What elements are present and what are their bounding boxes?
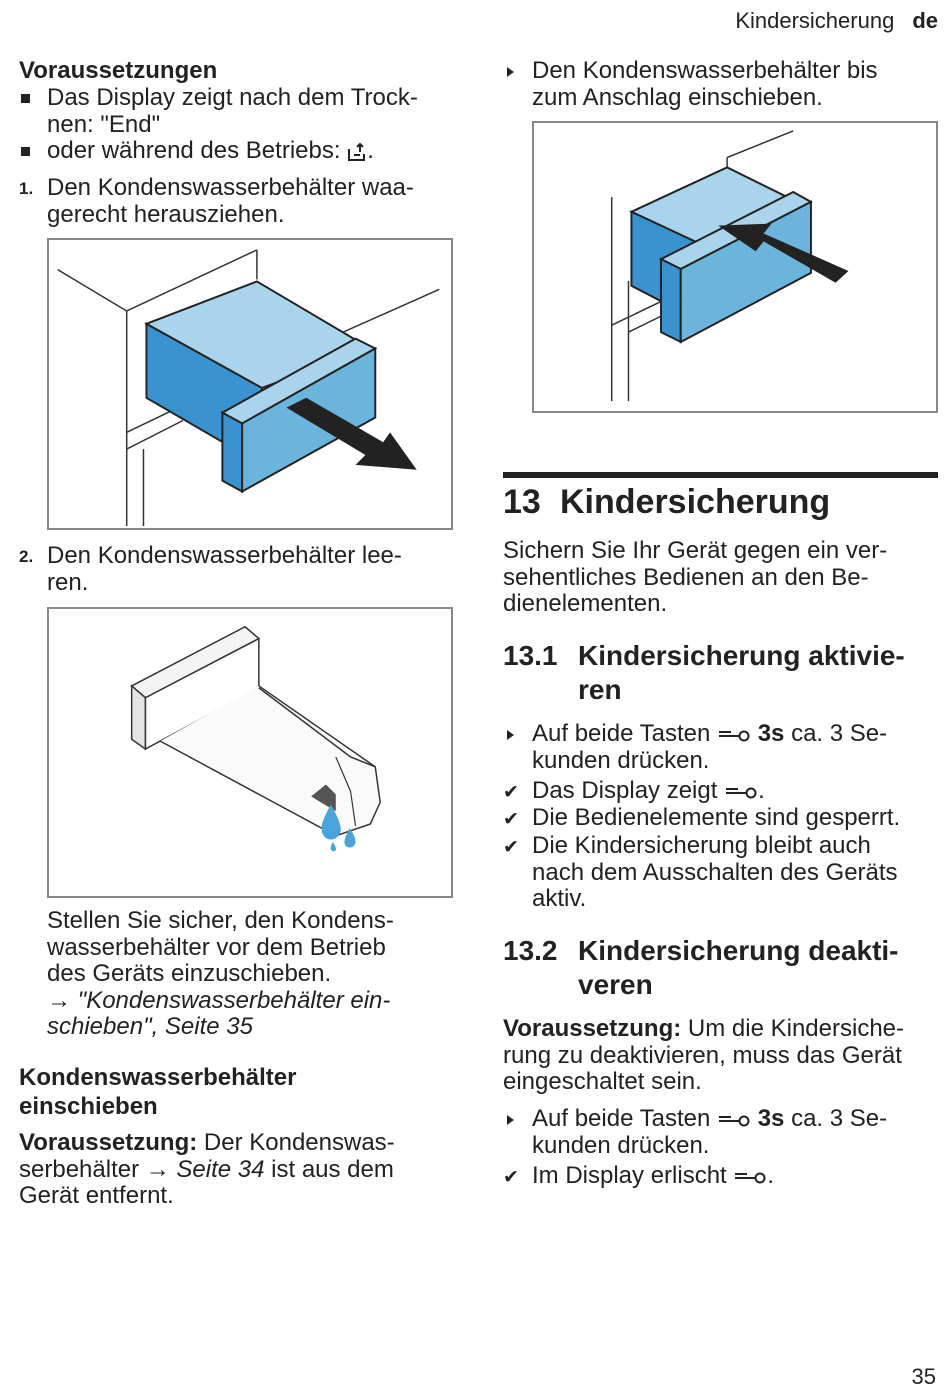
result-text: Die Bedienelemente sind gesperrt. — [532, 804, 901, 831]
prerequisite-text: rung zu deaktivieren, muss das Gerät — [503, 1041, 902, 1069]
result-item — [503, 833, 943, 913]
bullet-line: oder während des Betriebs: — [47, 137, 348, 164]
section-title: Kindersicherung deakti- — [578, 935, 899, 966]
cross-reference-link[interactable] — [47, 988, 457, 1015]
heading-line: Kondenswasserbehälter — [19, 1064, 297, 1091]
prerequisite-block — [19, 1130, 459, 1210]
action-step — [503, 1106, 943, 1159]
prerequisite-text: eingeschaltet sein. — [503, 1068, 702, 1095]
chapter-heading — [503, 482, 830, 522]
prerequisite-text: Gerät entfernt. — [19, 1182, 174, 1209]
key-lock-icon — [733, 1169, 767, 1185]
section-heading-13-1 — [503, 639, 943, 707]
result-text: Die Kindersicherung bleibt auch — [532, 832, 871, 859]
punctuation: . — [767, 1162, 775, 1189]
action-step — [503, 721, 943, 774]
step-text: ca. 3 Se- — [784, 1105, 888, 1132]
result-item — [503, 805, 943, 832]
header-language: de — [912, 8, 938, 33]
link-text: schieben", Seite 35 — [47, 1013, 253, 1040]
result-item — [503, 1163, 943, 1190]
chapter-intro — [503, 538, 943, 618]
list-item — [19, 85, 459, 138]
section-heading-13-2 — [503, 934, 943, 1002]
page-number: 35 — [911, 1364, 936, 1389]
step-text: ca. 3 Se- — [784, 720, 888, 747]
arrow-right-icon: → — [145, 1155, 170, 1183]
figure-pull-out-tank — [47, 238, 453, 530]
tank-emptying-illustration — [49, 609, 451, 896]
triangle-action-icon — [507, 1115, 514, 1125]
running-header — [735, 8, 938, 34]
prerequisite-text: serbehälter — [19, 1155, 146, 1183]
heading-line: einschieben — [19, 1093, 158, 1120]
note-line: wasserbehälter vor dem Betrieb — [47, 933, 386, 961]
step-number: 1. — [19, 179, 34, 198]
chapter-title: Kindersicherung — [560, 483, 831, 521]
result-text: nach dem Ausschalten des Geräts — [532, 858, 898, 886]
page-link[interactable]: Seite 34 — [169, 1155, 265, 1183]
key-label: 3s — [757, 1105, 785, 1132]
key-lock-icon — [717, 1112, 751, 1128]
tank-pull-out-illustration — [49, 240, 451, 528]
note-line: Stellen Sie sicher, den Kondens- — [47, 907, 394, 934]
step-line: Den Kondenswasserbehälter bis — [532, 57, 878, 84]
step-line: gerecht herausziehen. — [47, 200, 285, 228]
section-number: 13.2 — [503, 935, 558, 966]
step-text: kunden drücken. — [532, 1131, 710, 1159]
subsection-heading — [19, 1063, 296, 1121]
link-text: "Kondenswasserbehälter ein- — [77, 986, 391, 1014]
prerequisite-text: ist aus dem — [264, 1155, 394, 1183]
section-title: Kindersicherung aktivie- — [578, 640, 905, 671]
prerequisite-text: Um die Kindersiche- — [681, 1015, 904, 1042]
figure-insert-tank — [532, 121, 938, 413]
punctuation: . — [758, 777, 765, 804]
note-block — [47, 908, 457, 1041]
step-text: Auf beide Tasten — [532, 720, 718, 747]
note-line: des Geräts einzuschieben. — [47, 960, 332, 987]
step-line: zum Anschlag einschieben. — [532, 83, 823, 111]
punctuation: . — [367, 137, 374, 164]
step-text: kunden drücken. — [532, 746, 710, 774]
section-number: 13.1 — [503, 640, 558, 671]
key-lock-icon — [724, 784, 758, 800]
checkmark-icon: ✔ — [503, 1167, 519, 1188]
result-text: Das Display zeigt — [532, 777, 725, 804]
checkmark-icon: ✔ — [503, 782, 519, 803]
step-line: ren. — [47, 568, 89, 596]
prerequisite-block — [503, 1016, 943, 1096]
container-empty-icon — [347, 141, 367, 163]
triangle-action-icon — [507, 67, 514, 77]
key-lock-icon — [717, 727, 751, 743]
step-item — [19, 543, 459, 596]
intro-line: dienelementen. — [503, 590, 668, 617]
step-item — [19, 175, 459, 228]
square-bullet-icon — [21, 147, 30, 156]
chapter-rule — [503, 472, 938, 478]
triangle-action-icon — [507, 730, 514, 740]
prerequisites-heading: Voraussetzungen — [19, 57, 218, 84]
prerequisite-label: Voraussetzung: — [503, 1015, 682, 1042]
tank-insert-illustration — [534, 123, 936, 411]
checkmark-icon: ✔ — [503, 809, 519, 830]
square-bullet-icon — [21, 94, 30, 103]
header-section: Kindersicherung — [735, 8, 895, 33]
prerequisite-text: Der Kondenswas- — [197, 1129, 395, 1156]
key-label: 3s — [757, 720, 785, 747]
step-line: Den Kondenswasserbehälter waa- — [47, 174, 414, 201]
result-text: aktiv. — [532, 885, 587, 912]
section-title: ren — [578, 674, 622, 705]
arrow-right-icon: → — [47, 986, 71, 1014]
result-item — [503, 778, 943, 805]
section-title: veren — [578, 969, 653, 1000]
step-line: Den Kondenswasserbehälter lee- — [47, 542, 402, 569]
step-text: Auf beide Tasten — [532, 1105, 718, 1132]
intro-line: Sichern Sie Ihr Gerät gegen ein ver- — [503, 537, 888, 564]
result-text: Im Display erlischt — [532, 1162, 734, 1189]
bullet-line: Das Display zeigt nach dem Trock- — [47, 84, 418, 111]
chapter-number: 13 — [503, 483, 541, 521]
bullet-line: nen: "End" — [47, 110, 161, 138]
action-step — [503, 58, 943, 111]
prerequisite-label: Voraussetzung: — [19, 1129, 198, 1156]
checkmark-icon: ✔ — [503, 837, 519, 858]
list-item — [19, 138, 459, 165]
step-number: 2. — [19, 547, 34, 566]
intro-line: sehentliches Bedienen an den Be- — [503, 563, 869, 591]
figure-empty-tank — [47, 607, 453, 898]
